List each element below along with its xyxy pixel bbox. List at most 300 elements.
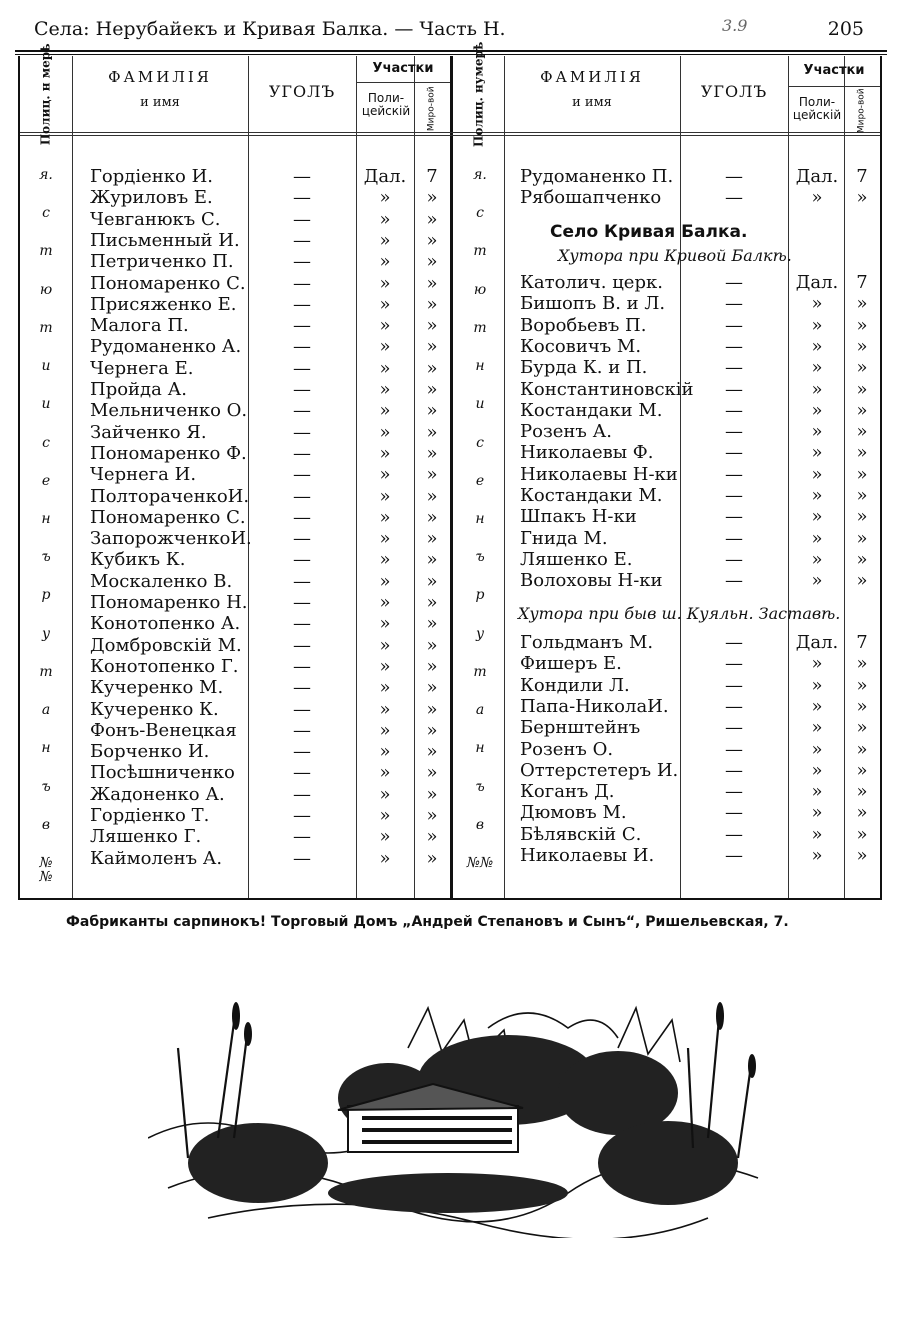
entry-mir-district: »: [426, 421, 438, 443]
entry-name: Журиловъ Е.: [90, 187, 213, 209]
entry-police-district: »: [379, 251, 391, 273]
table-row: [20, 230, 448, 251]
directory-table: [18, 41, 882, 900]
entry-angle: —: [293, 698, 311, 720]
entry-angle: —: [293, 229, 311, 251]
table-row: [20, 805, 448, 826]
entry-name: Присяженко Е.: [90, 293, 237, 315]
family-label-right: ФАМИЛІЯ: [540, 68, 644, 86]
entry-mir-district: »: [426, 805, 438, 826]
entry-name: Рудоманенко П.: [520, 166, 674, 187]
entry-mir-district: »: [856, 187, 868, 209]
entry-police-district: »: [379, 400, 391, 422]
side-letter: т: [39, 319, 53, 336]
entry-police-district: »: [811, 485, 823, 506]
entry-mir-district: »: [856, 823, 868, 845]
entry-mir-district: »: [426, 570, 438, 592]
entry-name: Пройда А.: [90, 379, 187, 400]
entry-police-district: »: [811, 314, 823, 336]
entry-mir-district: »: [856, 717, 868, 739]
entry-angle: —: [725, 717, 743, 739]
entry-name: Чевганюкъ С.: [90, 208, 221, 230]
entry-name: Гнида М.: [520, 527, 608, 549]
table-row: [20, 720, 448, 741]
header-rule: [15, 50, 887, 52]
entry-mir-district: »: [426, 677, 438, 699]
entry-police-district: »: [379, 293, 391, 315]
entry-police-district: »: [811, 717, 823, 739]
side-letter: ю: [39, 281, 53, 298]
table-row: [452, 653, 880, 674]
police-col-header-right: [453, 41, 504, 147]
side-letter: ъ: [41, 778, 51, 795]
entry-police-district: »: [811, 674, 823, 696]
family-col-header: [72, 70, 248, 109]
entry-police-district: »: [811, 845, 823, 866]
side-letter: т: [473, 663, 487, 680]
entry-angle: —: [725, 632, 743, 653]
entry-name: Чернега Е.: [90, 357, 194, 379]
table-row: [20, 166, 448, 187]
entry-angle: —: [293, 251, 311, 273]
entry-angle: —: [725, 738, 743, 760]
family-sublabel: и имя: [140, 94, 180, 110]
table-row: [20, 358, 448, 379]
police-uch-header-right: Поли-цейскій: [792, 95, 842, 123]
entry-angle: —: [293, 783, 311, 805]
entry-name: Гордіенко Т.: [90, 805, 210, 826]
side-letter: т: [473, 243, 487, 260]
section-title: Село Кривая Балка.: [550, 222, 748, 242]
entry-police-district: »: [379, 187, 391, 209]
mir-uch-header: [414, 86, 450, 132]
side-letter: № №: [39, 855, 53, 885]
entry-name: Фонъ-Венецкая: [90, 719, 237, 741]
table-row: [452, 717, 880, 738]
entry-mir-district: »: [426, 783, 438, 805]
side-letter: т: [39, 663, 53, 680]
side-letter: с: [42, 205, 50, 222]
entry-mir-district: »: [856, 378, 868, 400]
mir-uch-label: Миро-вой: [426, 86, 437, 132]
entry-mir-district: »: [856, 463, 868, 485]
entry-police-district: »: [811, 548, 823, 570]
family-sublabel-right: и имя: [572, 94, 612, 110]
entry-police-district: »: [811, 378, 823, 400]
table-row: [20, 762, 448, 783]
table-row: [20, 655, 448, 680]
table-row: [20, 379, 448, 400]
entry-police-district: »: [379, 315, 391, 337]
section-subtitle-2: Хутора при быв ш. Куяльн. Заставѣ.: [518, 604, 841, 623]
police-uch-header: Поли-цейскій: [361, 91, 411, 119]
entry-name: Коганъ Д.: [520, 781, 615, 803]
table-row: [452, 272, 880, 293]
entry-name: Жадоненко А.: [90, 783, 225, 805]
entry-mir-district: »: [426, 506, 438, 528]
entry-angle: —: [293, 187, 311, 209]
entry-police-district: »: [811, 421, 823, 443]
entry-name: Петриченко П.: [90, 251, 234, 273]
entry-angle: —: [725, 399, 743, 421]
entry-angle: —: [293, 762, 311, 784]
entry-angle: —: [725, 442, 743, 464]
entry-police-district: Дал.: [795, 166, 839, 187]
entry-police-district: »: [811, 823, 823, 845]
landscape-vignette: [148, 988, 768, 1238]
entry-name: Пономаренко Ф.: [90, 442, 247, 464]
table-row: [20, 741, 448, 762]
entry-mir-district: »: [426, 485, 438, 507]
header-bottom-rule2: [20, 135, 880, 136]
entry-name: Костандаки М.: [520, 399, 663, 421]
side-letter: т: [473, 319, 487, 336]
entry-police-district: »: [379, 485, 391, 507]
entry-name: Кучеренко К.: [90, 698, 219, 720]
entry-angle: —: [725, 421, 743, 443]
entry-police-district: »: [379, 677, 391, 699]
entry-mir-district: »: [856, 357, 868, 379]
entry-name: Малога П.: [90, 315, 189, 337]
entry-mir-district: »: [856, 695, 868, 717]
entry-mir-district: »: [426, 379, 438, 400]
entry-mir-district: »: [856, 442, 868, 464]
table-row: [452, 696, 880, 717]
entry-name: Чернега И.: [90, 464, 197, 486]
side-letter: я.: [39, 167, 53, 183]
entry-police-district: »: [379, 805, 391, 826]
entry-angle: —: [293, 741, 311, 763]
entry-police-district: Дал.: [795, 272, 839, 293]
entry-police-district: »: [811, 335, 823, 357]
entry-mir-district: »: [426, 826, 438, 848]
entry-police-district: »: [379, 421, 391, 443]
table-row: [452, 760, 880, 781]
section-subtitle: Хутора при Кривой Балкѣ.: [558, 246, 792, 265]
entry-mir-district: »: [426, 528, 438, 550]
table-row: [452, 357, 880, 378]
entry-police-district: »: [811, 293, 823, 315]
entry-mir-district: »: [426, 655, 438, 677]
entry-name: Николаевы И.: [520, 845, 655, 866]
entry-mir-district: »: [426, 592, 438, 613]
entry-angle: —: [725, 357, 743, 379]
table-row: [20, 443, 448, 464]
entry-name: Конотопенко Г.: [90, 655, 239, 677]
mir-uch-label-right: Миро-вой: [856, 88, 867, 134]
entry-angle: —: [725, 570, 743, 592]
entry-police-district: »: [379, 783, 391, 805]
entry-angle: —: [725, 293, 743, 315]
entry-mir-district: 7: [856, 632, 868, 653]
entry-mir-district: »: [856, 527, 868, 549]
side-letter: н: [475, 358, 485, 375]
entry-angle: —: [725, 781, 743, 803]
entry-mir-district: »: [856, 314, 868, 336]
entry-angle: —: [293, 379, 311, 400]
entry-angle: —: [293, 592, 311, 613]
entry-angle: —: [725, 272, 743, 293]
side-letter: р: [475, 587, 485, 604]
entry-angle: —: [293, 421, 311, 443]
uch-rule-right: [788, 86, 880, 87]
table-row: [20, 294, 448, 315]
entry-angle: —: [725, 506, 743, 528]
side-letter: а: [41, 702, 51, 719]
entry-mir-district: »: [426, 634, 438, 656]
table-row: [452, 570, 880, 591]
entry-angle: —: [293, 805, 311, 826]
entry-name: Письменный И.: [90, 229, 240, 251]
entry-name: Кубикъ К.: [90, 549, 186, 571]
entry-name: Константиновскій: [520, 378, 694, 400]
side-letter: а: [475, 702, 485, 719]
table-row: [20, 187, 448, 208]
entry-angle: —: [725, 674, 743, 696]
entry-mir-district: »: [856, 759, 868, 781]
advertisement-footer: Фабриканты сарпинокъ! Торговый Домъ „Андрей Степановъ и Сынъ“, Ришельевская, 7.: [66, 914, 789, 930]
entry-mir-district: »: [856, 653, 868, 675]
entry-mir-district: »: [856, 802, 868, 824]
entry-mir-district: »: [856, 335, 868, 357]
entry-name: Гольдманъ М.: [520, 632, 654, 653]
entry-mir-district: 7: [426, 166, 438, 187]
entry-name: Мельниченко О.: [90, 400, 248, 422]
page-number: 205: [827, 18, 864, 40]
entry-police-district: »: [379, 847, 391, 869]
table-row: [452, 379, 880, 400]
entry-name: Розенъ О.: [520, 738, 614, 760]
table-row: [452, 166, 880, 187]
entry-angle: —: [293, 272, 311, 294]
entry-mir-district: »: [856, 421, 868, 443]
table-row: [20, 571, 448, 592]
entry-name: Рябошапченко: [520, 187, 662, 209]
table-row: [20, 528, 448, 549]
entry-angle: —: [293, 719, 311, 741]
entry-name: ПолтораченкоИ.: [90, 485, 250, 507]
entry-police-district: »: [811, 570, 823, 592]
table-row: [452, 675, 880, 696]
entry-mir-district: »: [426, 741, 438, 763]
table-row: [20, 251, 448, 272]
table-row: [452, 632, 880, 653]
entry-police-district: »: [379, 442, 391, 464]
entry-police-district: »: [811, 781, 823, 803]
table-row: [20, 592, 448, 613]
entry-name: Домбровскій М.: [90, 634, 242, 656]
table-row: [20, 549, 448, 570]
entry-mir-district: »: [426, 698, 438, 720]
entry-name: Бернштейнъ: [520, 717, 641, 739]
entry-angle: —: [725, 845, 743, 866]
side-letter: с: [476, 205, 484, 222]
entry-police-district: »: [811, 738, 823, 760]
entry-angle: —: [725, 802, 743, 824]
entry-name: Ляшенко Е.: [520, 548, 633, 570]
entry-mir-district: »: [856, 781, 868, 803]
table-row: [452, 485, 880, 506]
table-row: [452, 293, 880, 314]
police-col-header: [20, 43, 72, 145]
entry-name: Пономаренко Н.: [90, 592, 248, 613]
table-row: [20, 826, 448, 847]
entry-police-district: »: [379, 528, 391, 550]
entry-name: Оттерстетеръ И.: [520, 759, 679, 781]
entry-angle: —: [293, 442, 311, 464]
table-row: [452, 442, 880, 463]
mir-uch-header-right: [844, 88, 880, 134]
entry-name: Воробьевъ П.: [520, 314, 647, 336]
side-letter: ъ: [475, 778, 485, 795]
side-letter: е: [41, 472, 51, 489]
entry-name: Бурда К. и П.: [520, 357, 648, 379]
entry-police-district: »: [811, 399, 823, 421]
side-letter: с: [42, 434, 50, 451]
entry-name: Дюмовъ М.: [520, 802, 627, 824]
entry-angle: —: [293, 336, 311, 358]
entry-name: Волоховы Н-ки: [520, 570, 663, 592]
handwritten-note: 3.9: [722, 16, 748, 35]
entry-mir-district: »: [856, 570, 868, 592]
entry-angle: —: [293, 464, 311, 486]
table-row: [20, 336, 448, 357]
entry-name: Гордіенко И.: [90, 166, 213, 187]
table-row: [452, 739, 880, 760]
table-row: [20, 315, 448, 336]
angle-col-header-right: УГОЛЪ: [700, 82, 768, 101]
entry-police-district: »: [811, 802, 823, 824]
entry-mir-district: »: [426, 464, 438, 486]
table-row: [20, 635, 448, 656]
table-row: [20, 422, 448, 443]
side-letter: с: [476, 434, 484, 451]
entry-mir-district: »: [856, 293, 868, 315]
entry-police-district: »: [379, 464, 391, 486]
entry-police-district: »: [379, 357, 391, 379]
entry-police-district: Дал.: [795, 632, 839, 653]
entry-police-district: »: [379, 208, 391, 230]
entry-name: Конотопенко А.: [90, 613, 241, 635]
entry-police-district: »: [379, 655, 391, 677]
side-letter: ъ: [41, 549, 51, 566]
entry-police-district: »: [811, 527, 823, 549]
header-rule-thin: [15, 54, 887, 55]
entry-angle: —: [293, 570, 311, 592]
entry-angle: —: [725, 548, 743, 570]
entry-angle: —: [293, 357, 311, 379]
side-letter: н: [41, 511, 51, 527]
entry-angle: —: [293, 613, 311, 635]
entry-name: Пономаренко С.: [90, 506, 246, 528]
angle-col-header: УГОЛЪ: [268, 82, 336, 101]
entry-name: Рудоманенко А.: [90, 336, 242, 358]
family-label: ФАМИЛІЯ: [108, 68, 212, 86]
entry-mir-district: »: [426, 336, 438, 358]
entry-mir-district: »: [856, 485, 868, 506]
entry-name: ЗапорожченкоИ.: [90, 528, 252, 550]
entry-mir-district: »: [426, 208, 438, 230]
table-row: [20, 273, 448, 294]
side-letter: у: [475, 625, 485, 642]
table-row: [452, 528, 880, 549]
table-row: [452, 802, 880, 823]
entry-angle: —: [293, 166, 311, 187]
side-letter: и: [41, 358, 51, 375]
entry-angle: —: [725, 187, 743, 209]
table-row: [20, 400, 448, 421]
entry-name: Пономаренко С.: [90, 272, 246, 294]
side-letter: н: [475, 740, 485, 757]
family-col-header-right: [504, 70, 680, 109]
entry-police-district: »: [379, 762, 391, 784]
entry-angle: —: [725, 314, 743, 336]
entry-name: Костандаки М.: [520, 485, 663, 506]
entry-angle: —: [725, 166, 743, 187]
entry-angle: —: [293, 315, 311, 337]
entry-police-district: »: [379, 336, 391, 358]
table-row: [452, 845, 880, 866]
entry-angle: —: [293, 677, 311, 699]
side-letter: я.: [473, 167, 487, 183]
entry-name: Борченко И.: [90, 741, 210, 763]
entry-police-district: »: [811, 695, 823, 717]
entry-police-district: »: [379, 549, 391, 571]
entry-mir-district: »: [856, 548, 868, 570]
entry-mir-district: »: [426, 847, 438, 869]
entry-angle: —: [725, 527, 743, 549]
entry-mir-district: »: [856, 845, 868, 866]
entry-police-district: »: [379, 379, 391, 400]
table-row: [452, 187, 880, 208]
police-col-label-right: Полиц. нумерѣ: [471, 41, 486, 147]
entry-angle: —: [293, 528, 311, 550]
running-header: [34, 18, 864, 44]
table-row: [20, 784, 448, 805]
entry-mir-district: »: [856, 399, 868, 421]
table-row: [20, 209, 448, 230]
entry-mir-district: »: [426, 549, 438, 571]
entry-name: Москаленко В.: [90, 570, 233, 592]
entry-angle: —: [725, 695, 743, 717]
table-row: [452, 506, 880, 527]
entry-angle: —: [725, 759, 743, 781]
entry-police-district: »: [379, 506, 391, 528]
entry-police-district: »: [379, 592, 391, 613]
side-letter: у: [41, 625, 51, 642]
table-row: [20, 486, 448, 507]
entry-name: Кондили Л.: [520, 674, 630, 696]
table-row: [20, 613, 448, 634]
entry-mir-district: »: [426, 293, 438, 315]
entry-mir-district: »: [856, 506, 868, 528]
entry-angle: —: [725, 463, 743, 485]
entry-name: Зайченко Я.: [90, 421, 207, 443]
table-row: [20, 699, 448, 720]
side-letter: №№: [466, 855, 494, 871]
entry-police-district: »: [379, 719, 391, 741]
side-letter: р: [41, 587, 51, 604]
entry-police-district: »: [379, 698, 391, 720]
table-row: [452, 421, 880, 442]
side-letter: в: [475, 816, 485, 833]
side-letter: н: [475, 511, 485, 527]
side-letter: ю: [473, 281, 487, 298]
table-row: [20, 464, 448, 485]
entry-name: Николаевы Н-ки: [520, 463, 678, 485]
entry-name: Католич. церк.: [520, 272, 663, 293]
side-letter: и: [41, 396, 51, 413]
